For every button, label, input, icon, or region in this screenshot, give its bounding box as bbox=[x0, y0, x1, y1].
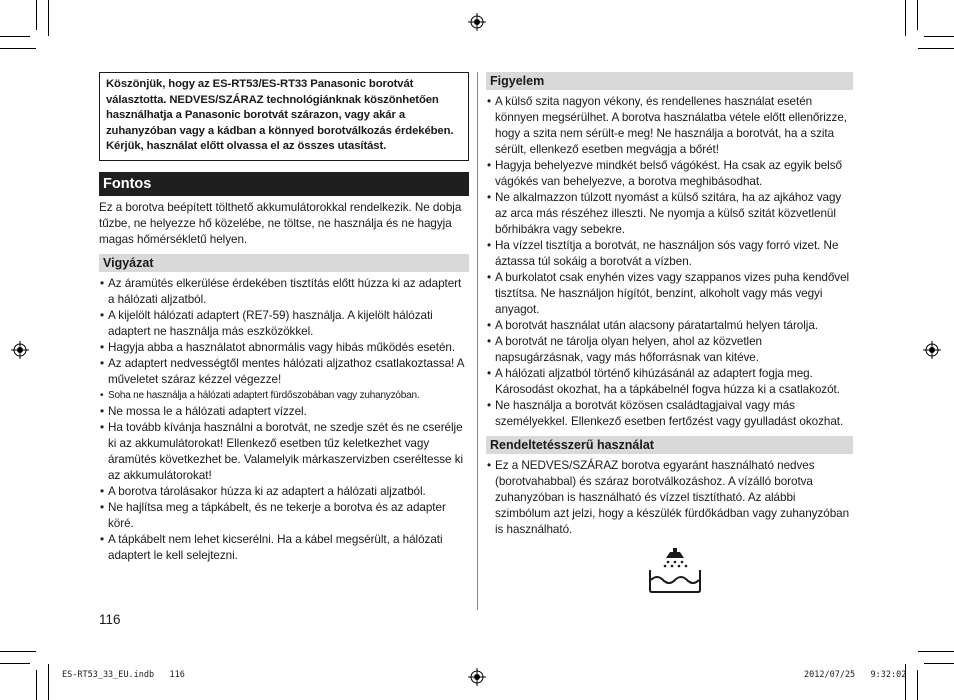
crop-mark bbox=[0, 651, 36, 652]
crop-mark bbox=[917, 0, 918, 30]
crop-mark bbox=[905, 0, 906, 36]
figyelem-list bbox=[486, 94, 853, 430]
crop-mark bbox=[48, 0, 49, 36]
list-item: • A borotvát használat után alacsony páratartalmú helyen tárolja. bbox=[486, 318, 853, 334]
crop-mark bbox=[918, 48, 954, 49]
footer-file-info: ES-RT53_33_EU.indb 116 bbox=[62, 670, 185, 680]
crop-mark bbox=[924, 663, 954, 664]
list-item: • Ha tovább kívánja használni a borotvát, ne szedje szét és ne cserélje ki az akkumulátorokat! Ellenkező esetben tűz keletkezhet vagy áramütés következhet be. Valamelyik márkaszervizben cseréltesse ki az akkumulátorokat! bbox=[99, 420, 469, 484]
list-item: • Az áramütés elkerülése érdekében tisztítás előtt húzza ki az adaptert a hálózati aljzatból. bbox=[99, 276, 469, 308]
footer-timestamp: 2012/07/25 9:32:02 bbox=[804, 670, 907, 680]
list-item: • Hagyja abba a használatot abnormális vagy hibás működés esetén. bbox=[99, 340, 469, 356]
list-item: • Hagyja behelyezve mindkét belső vágókést. Ha csak az egyik belső vágókés van behelyezve, a borotva meghibásodhat. bbox=[486, 158, 853, 190]
crop-mark bbox=[36, 670, 37, 700]
crop-mark bbox=[918, 651, 954, 652]
list-item: • Ne hajlítsa meg a tápkábelt, és ne tekerje a borotva és az adapter köré. bbox=[99, 500, 469, 532]
list-item: • A burkolatot csak enyhén vizes vagy szappanos vizes puha kendővel tisztítsa. Ne használjon hígítót, benzint, alkoholt vagy más vegyi anyagot. bbox=[486, 270, 853, 318]
rendeltetes-list bbox=[486, 458, 853, 538]
crop-mark bbox=[36, 0, 37, 30]
registration-mark-icon bbox=[468, 13, 486, 31]
left-column bbox=[99, 72, 469, 564]
crop-mark bbox=[924, 36, 954, 37]
list-item: • A hálózati aljzatból történő kihúzásánál az adaptert fogja meg. Károsodást okozhat, ha a tápkábelnél fogva húzza ki a csatlakozót. bbox=[486, 366, 853, 398]
list-item: • A külső szita nagyon vékony, és rendellenes használat esetén könnyen megsérülhet. A borotva használatba vétele előtt ellenőrizze, hogy a szita nem sérült-e meg! Ne használja a borotvát, ha a szita sérült, ellenkező esetben megvágja a bőrét! bbox=[486, 94, 853, 158]
column-divider bbox=[477, 72, 478, 610]
list-item: • A tápkábelt nem lehet kicserélni. Ha a kábel megsérült, a hálózati adaptert le kell selejtezni. bbox=[99, 532, 469, 564]
list-item: • A borotvát ne tárolja olyan helyen, ahol az közvetlen napsugárzásnak, vagy más hőforrásnak van kitéve. bbox=[486, 334, 853, 366]
crop-mark bbox=[0, 36, 30, 37]
list-item: • Az adaptert nedvességtől mentes hálózati aljzathoz csatlakoztassa! A műveletet száraz kézzel végezze! bbox=[99, 356, 469, 388]
list-item: • Ha vízzel tisztítja a borotvát, ne használjon sós vagy forró vizet. Ne áztassa túl sokáig a borotvát a vízben. bbox=[486, 238, 853, 270]
registration-mark-icon bbox=[468, 668, 486, 686]
crop-mark bbox=[917, 670, 918, 700]
list-item: • Soha ne használja a hálózati adaptert fürdőszobában vagy zuhanyzóban. bbox=[99, 388, 469, 404]
list-item: • Ez a NEDVES/SZÁRAZ borotva egyaránt használható nedves (borotvahabbal) és száraz borotválkozáshoz. A vízálló borotva zuhanyzóban is használható és vízzel tisztítható. Az alábbi szimbólum azt jelzi, hogy a készülék fürdőkádban vagy zuhanyzóban is használható. bbox=[486, 458, 853, 538]
subheading-rendeltetes: Rendeltetésszerű használat bbox=[486, 436, 853, 454]
subheading-figyelem: Figyelem bbox=[486, 72, 853, 90]
list-item: • A borotva tárolásakor húzza ki az adaptert a hálózati aljzatból. bbox=[99, 484, 469, 500]
right-column bbox=[486, 72, 853, 608]
intro-notice-box: Köszönjük, hogy az ES-RT53/ES-RT33 Panasonic borotvát választotta. NEDVES/SZÁRAZ technológiánknak köszönhetően használhatja a Panasonic borotvát szárazon, vagy akár a zuhanyzóban vagy a kádban a könnyed borotválkozás érdekében. Kérjük, használat előtt olvassa el az összes utasítást. bbox=[99, 72, 469, 161]
list-item: • A kijelölt hálózati adaptert (RE7-59) használja. A kijelölt hálózati adaptert ne használja más eszközökkel. bbox=[99, 308, 469, 340]
registration-mark-icon bbox=[11, 341, 29, 359]
page-number: 116 bbox=[99, 612, 121, 627]
shower-bath-icon bbox=[646, 548, 704, 594]
list-item: • Ne alkalmazzon túlzott nyomást a külső szitára, ha az ajkához vagy az arca más részéhez illeszti. Ne nyomja a külső szitát közvetlenül bőrhibákra vagy sebekre. bbox=[486, 190, 853, 238]
list-item: • Ne mossa le a hálózati adaptert vízzel. bbox=[99, 404, 469, 420]
crop-mark bbox=[0, 663, 30, 664]
subheading-vigyazat: Vigyázat bbox=[99, 254, 469, 272]
list-item: • Ne használja a borotvát közösen családtagjaival vagy más személyekkel. Ellenkező esetben fertőzést vagy gyulladást okozhat. bbox=[486, 398, 853, 430]
fontos-paragraph: Ez a borotva beépített tölthető akkumulátorokkal rendelkezik. Ne dobja tűzbe, ne helyezze hő közelébe, ne töltse, ne használja és ne hagyja magas hőmérsékletű helyen. bbox=[99, 200, 462, 246]
section-title-fontos: Fontos bbox=[99, 172, 469, 196]
registration-mark-icon bbox=[923, 341, 941, 359]
vigyazat-list bbox=[99, 276, 469, 564]
crop-mark bbox=[0, 48, 36, 49]
crop-mark bbox=[48, 664, 49, 700]
